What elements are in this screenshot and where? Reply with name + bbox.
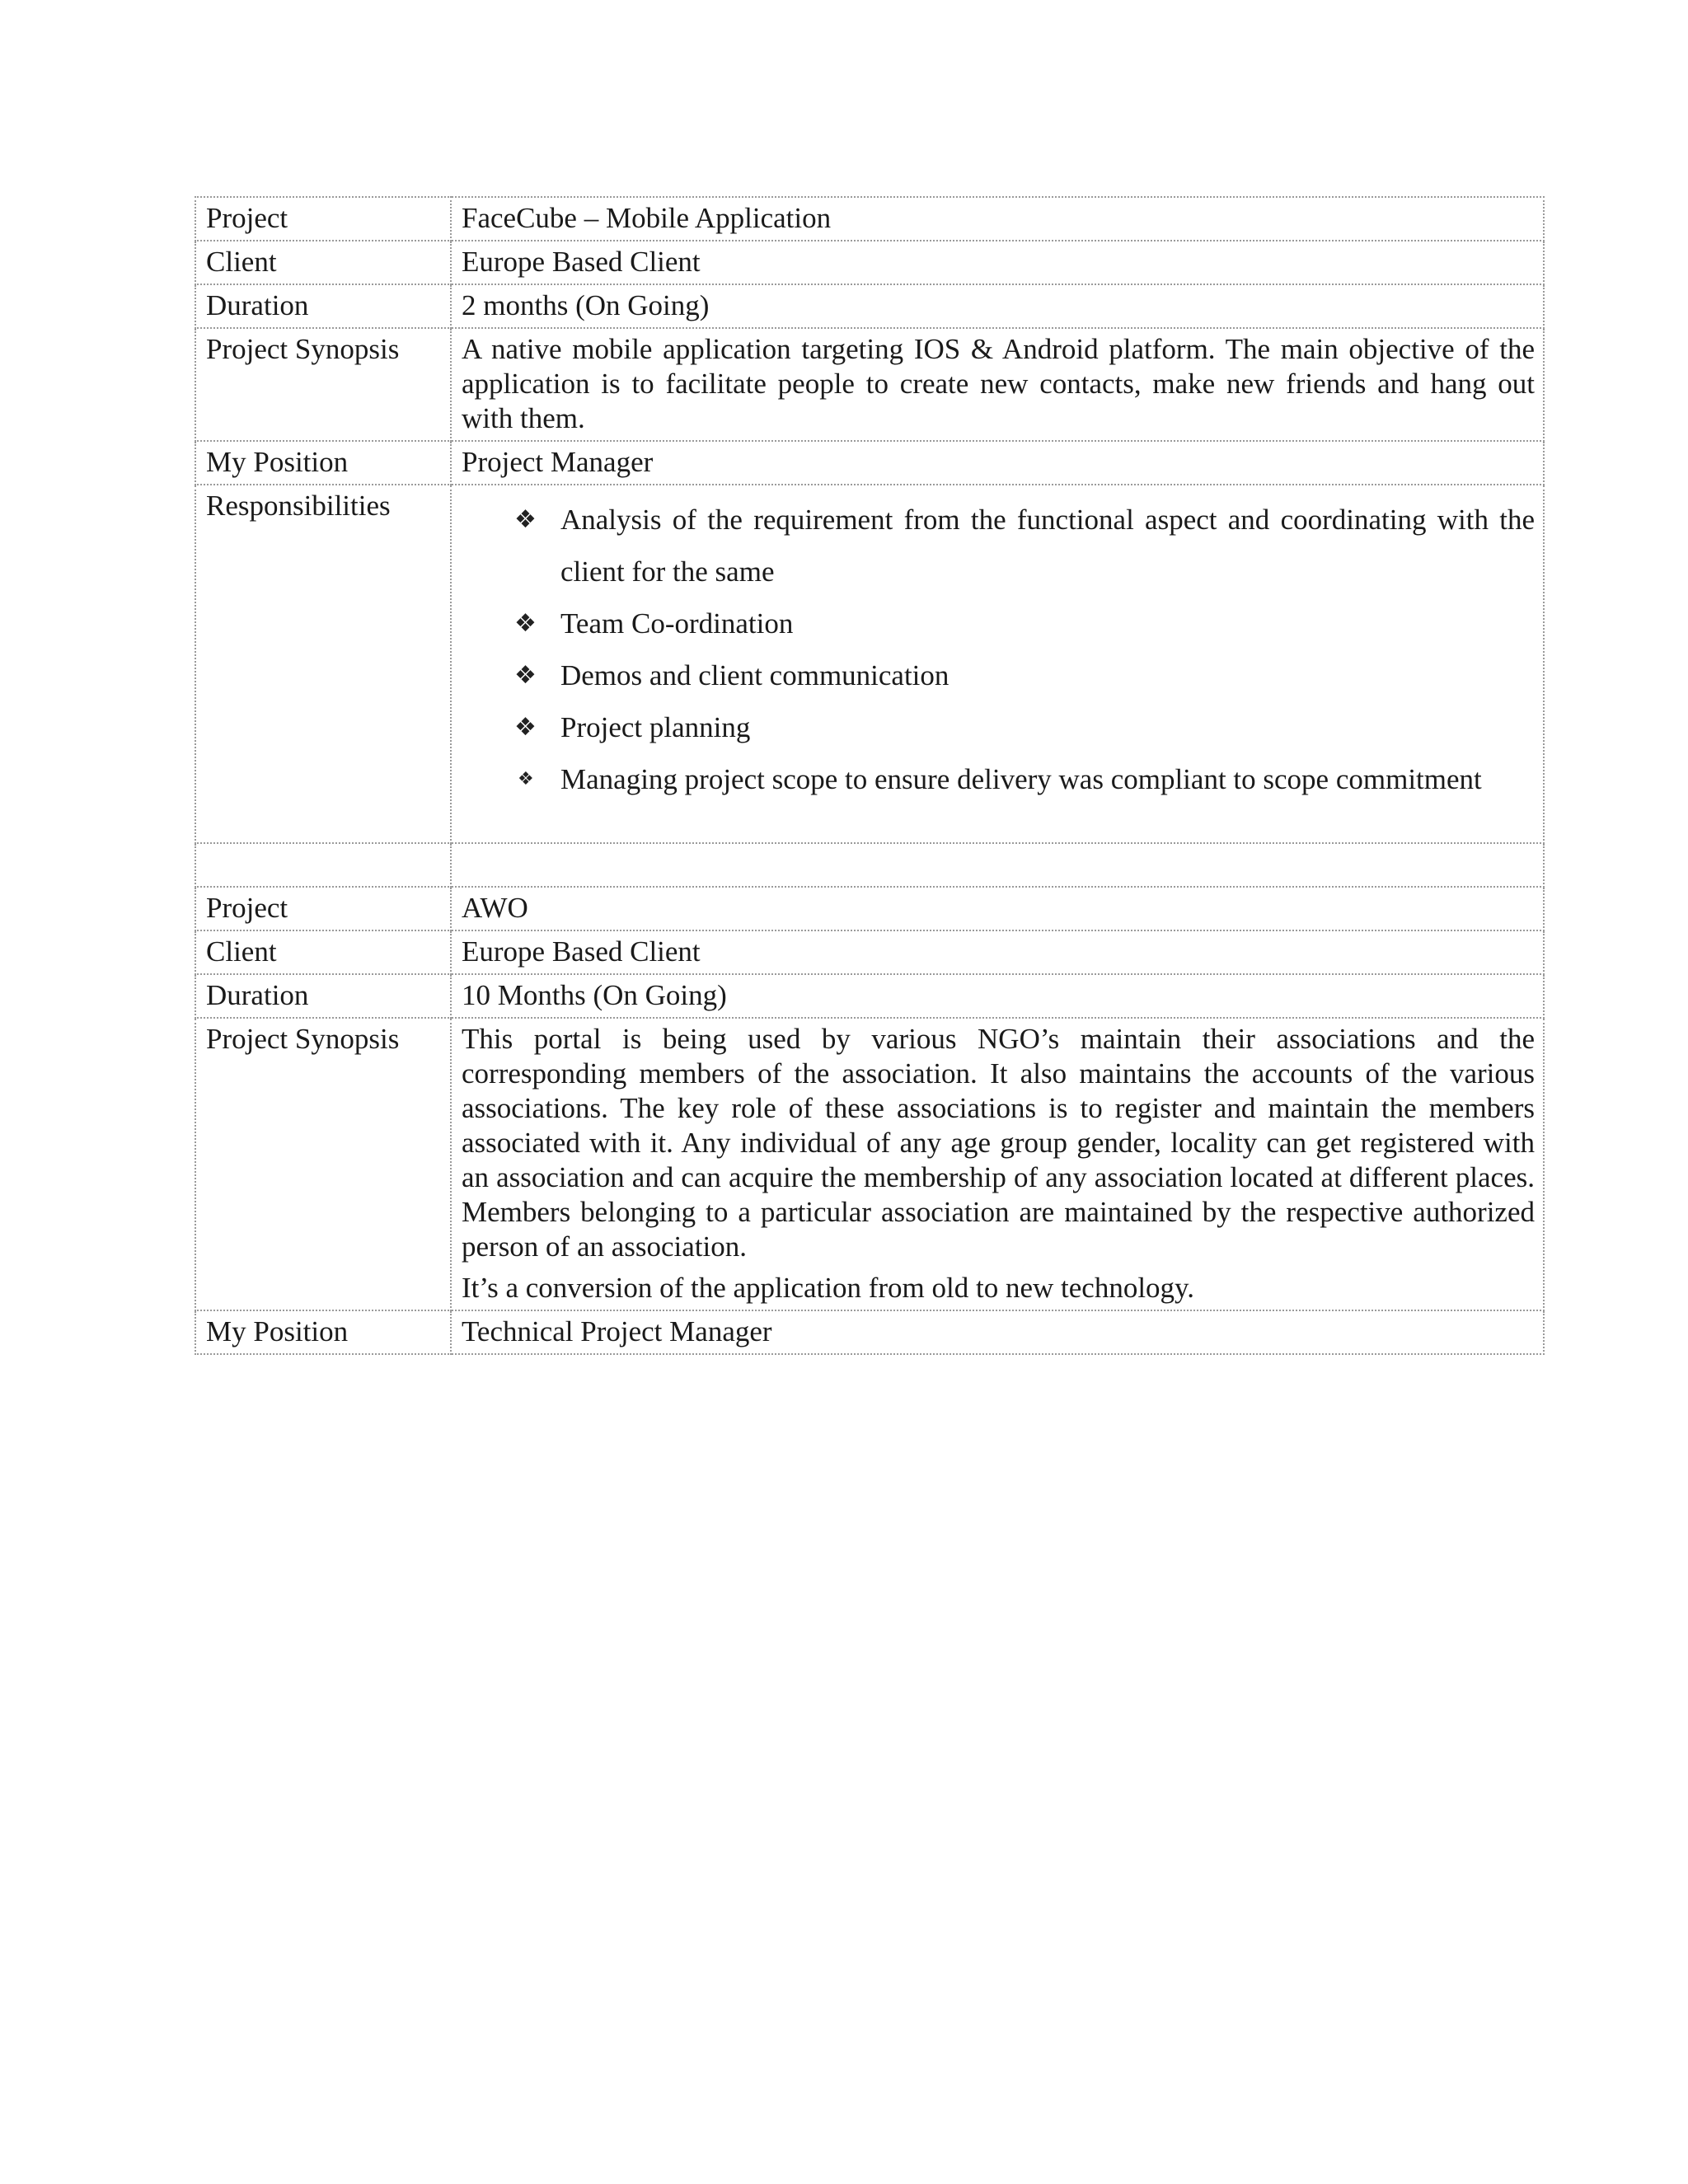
list-item xyxy=(462,701,1535,753)
responsibilities-list xyxy=(462,489,1535,838)
client-label: Client xyxy=(195,241,451,284)
table-row xyxy=(195,441,1544,485)
table-row xyxy=(195,1310,1544,1354)
project-label: Project xyxy=(195,197,451,241)
position-label: My Position xyxy=(195,1310,451,1354)
project-value: FaceCube – Mobile Application xyxy=(451,197,1544,241)
client-label: Client xyxy=(195,930,451,974)
diamond-bullet-icon: ❖ xyxy=(518,769,534,790)
table-row xyxy=(195,197,1544,241)
responsibility-text: Team Co-ordination xyxy=(560,607,794,640)
project-label: Project xyxy=(195,887,451,930)
diamond-bullet-icon: ❖ xyxy=(514,713,537,742)
project-details-table xyxy=(195,196,1545,1355)
synopsis-value xyxy=(451,1018,1544,1310)
responsibilities-label: Responsibilities xyxy=(195,485,451,843)
diamond-bullet-icon: ❖ xyxy=(514,661,537,690)
table-row xyxy=(195,974,1544,1018)
responsibility-text: Demos and client communication xyxy=(560,659,950,691)
diamond-bullet-icon: ❖ xyxy=(514,505,537,534)
table-row xyxy=(195,284,1544,328)
table-row xyxy=(195,887,1544,930)
table-row xyxy=(195,328,1544,441)
empty-cell xyxy=(195,843,451,887)
client-value: Europe Based Client xyxy=(451,241,1544,284)
table-row xyxy=(195,1018,1544,1310)
client-value: Europe Based Client xyxy=(451,930,1544,974)
table-row xyxy=(195,485,1544,843)
position-value: Project Manager xyxy=(451,441,1544,485)
responsibility-text: Project planning xyxy=(560,711,751,743)
duration-label: Duration xyxy=(195,974,451,1018)
list-item xyxy=(462,649,1535,701)
list-item xyxy=(462,598,1535,649)
table-row xyxy=(195,930,1544,974)
duration-value: 2 months (On Going) xyxy=(451,284,1544,328)
duration-value: 10 Months (On Going) xyxy=(451,974,1544,1018)
project-value: AWO xyxy=(451,887,1544,930)
list-item xyxy=(462,753,1535,805)
table-row xyxy=(195,241,1544,284)
spacer-row xyxy=(195,843,1544,887)
synopsis-label: Project Synopsis xyxy=(195,1018,451,1310)
empty-cell xyxy=(451,843,1544,887)
diamond-bullet-icon: ❖ xyxy=(514,609,537,638)
synopsis-value xyxy=(451,328,1544,441)
list-item xyxy=(462,494,1535,598)
synopsis-paragraph: This portal is being used by various NGO’s maintain their associations and the corresponding members of the association. It also maintains the accounts of the various associations. The key role of these associations is to register and maintain the members associated with it. Any individual of any age group gender, locality can get registered with an association and can acquire the membership of any association located at different places. Members belonging to a particular association are maintained by the respective authorized person of an association. xyxy=(462,1023,1535,1263)
duration-label: Duration xyxy=(195,284,451,328)
synopsis-paragraph: It’s a conversion of the application from old to new technology. xyxy=(462,1272,1195,1304)
synopsis-paragraph: A native mobile application targeting IOS & Android platform. The main objective of the application is to facilitate people to create new contacts, make new friends and hang out with them. xyxy=(462,333,1535,434)
responsibility-text: Analysis of the requirement from the functional aspect and coordinating with the client for the same xyxy=(560,504,1535,588)
responsibility-text: Managing project scope to ensure delivery was compliant to scope commitment xyxy=(560,763,1482,795)
position-value: Technical Project Manager xyxy=(451,1310,1544,1354)
position-label: My Position xyxy=(195,441,451,485)
responsibilities-value xyxy=(451,485,1544,843)
synopsis-label: Project Synopsis xyxy=(195,328,451,441)
